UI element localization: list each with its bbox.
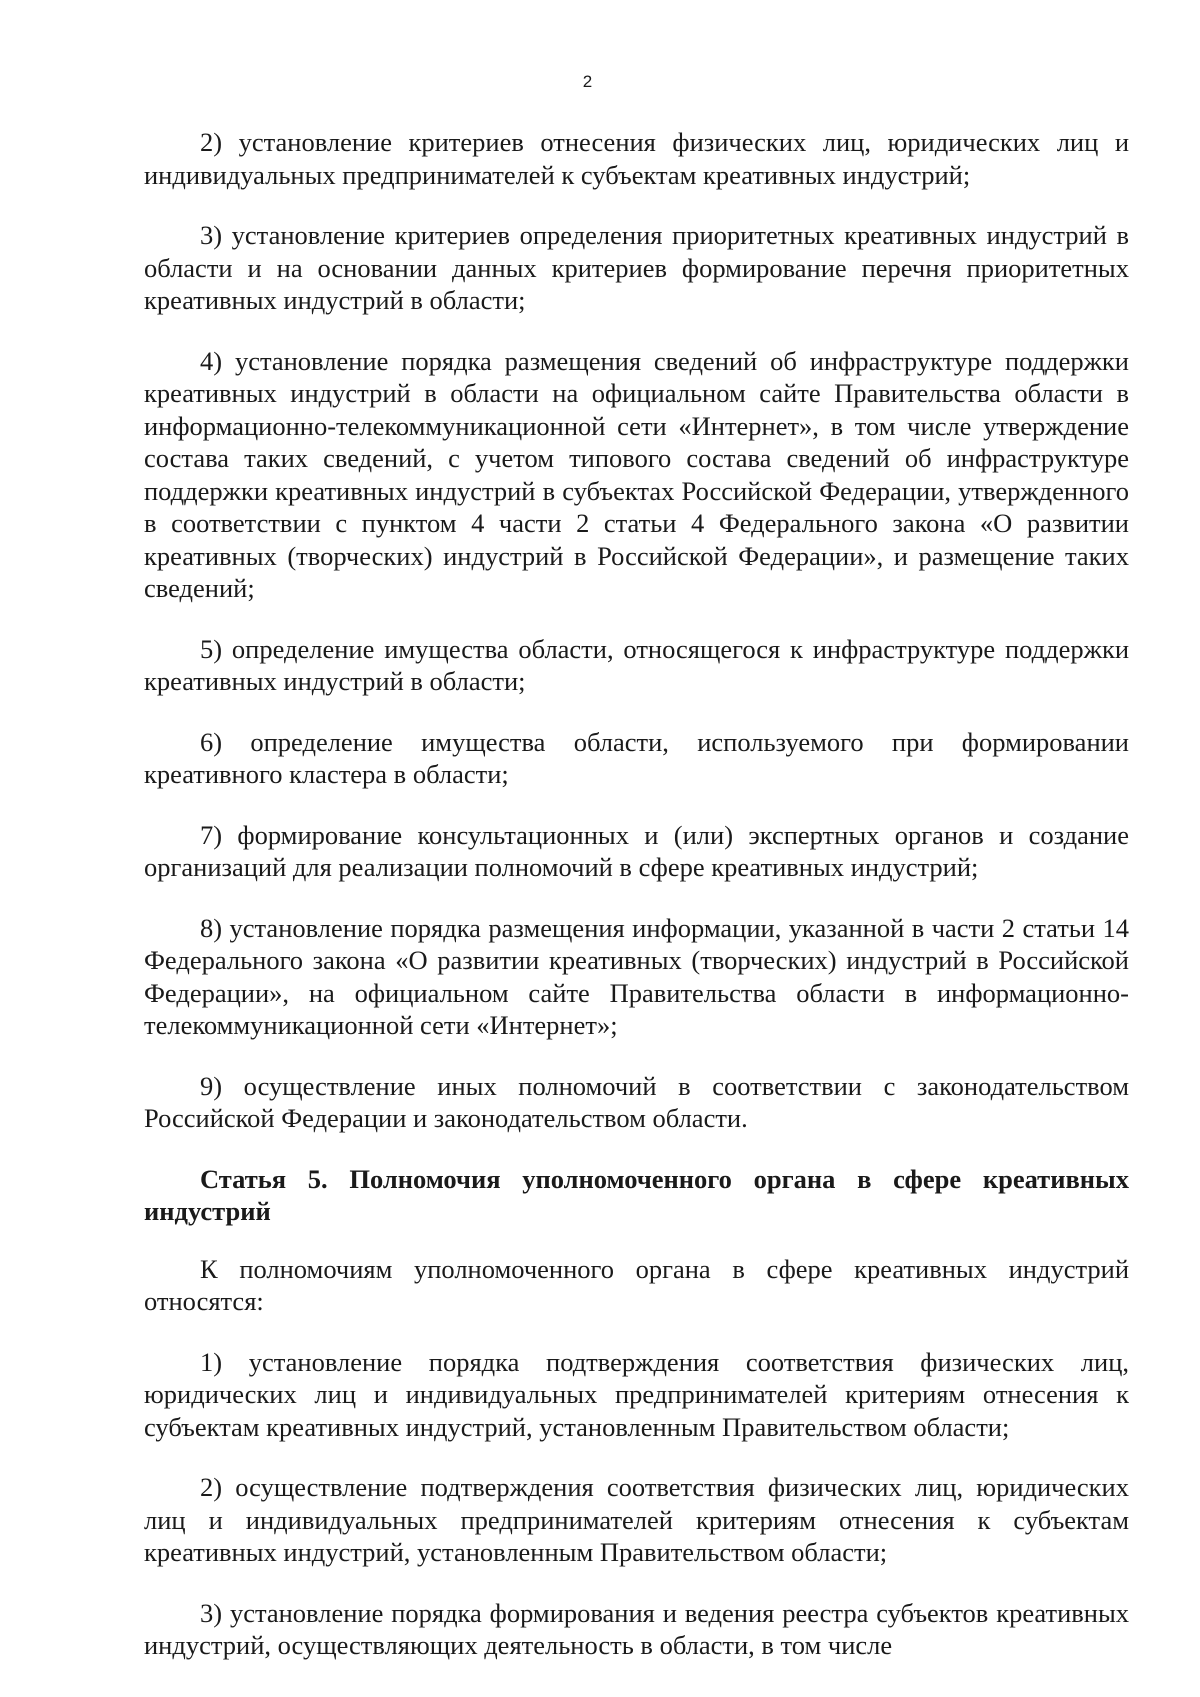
paragraph-item-7: 7) формирование консультационных и (или) экспертных органов и создание организаций для реализации полномочий в сфере креативных индустрий; — [144, 819, 1129, 882]
paragraph-item-2: 2) установление критериев отнесения физических лиц, юридических лиц и индивидуальных предпринимателей к субъектам креативных индустрий; — [144, 127, 1129, 190]
paragraph-item-8: 8) установление порядка размещения информации, указанной в части 2 статьи 14 Федерального закона «О развитии креативных (творческих) индустрий в Российской Федерации», на официальном сайте Правительства области в информационно-телекоммуникационной сети «Интернет»; — [144, 912, 1129, 1040]
article-intro-paragraph: К полномочиям уполномоченного органа в сфере креативных индустрий относятся: — [144, 1253, 1129, 1316]
article-heading: Статья 5. Полномочия уполномоченного органа в сфере креативных индустрий — [144, 1163, 1129, 1226]
paragraph-item-3: 3) установление критериев определения приоритетных креативных индустрий в области и на основании данных критериев формирование перечня приоритетных креативных индустрий в области; — [144, 220, 1129, 315]
paragraph-item-6: 6) определение имущества области, используемого при формировании креативного кластера в области; — [144, 726, 1129, 789]
document-body — [144, 126, 1129, 1690]
paragraph-item-4: 4) установление порядка размещения сведений об инфраструктуре поддержки креативных индустрий в области на официальном сайте Правительства области в информационно-телекоммуникационной сети «Интернет», в том числе утверждение состава таких сведений, с учетом типового состава сведений об инфраструктуре поддержки креативных индустрий в субъектах Российской Федерации, утвержденного в соответствии с пунктом 4 части 2 статьи 4 Федерального закона «О развитии креативных (творческих) индустрий в Российской Федерации», и размещение таких сведений; — [144, 345, 1129, 603]
article-item-1: 1) установление порядка подтверждения соответствия физических лиц, юридических лиц и индивидуальных предпринимателей критериям отнесения к субъектам креативных индустрий, установленным Правительством области; — [144, 1346, 1129, 1442]
paragraph-item-5: 5) определение имущества области, относящегося к инфраструктуре поддержки креативных индустрий в области; — [144, 633, 1129, 696]
page-number: 2 — [582, 72, 593, 91]
paragraph-item-9: 9) осуществление иных полномочий в соответствии с законодательством Российской Федерации и законодательством области. — [144, 1070, 1129, 1133]
article-item-3: 3) установление порядка формирования и ведения реестра субъектов креативных индустрий, осуществляющих деятельность в области, в том числе — [144, 1597, 1129, 1660]
article-item-2: 2) осуществление подтверждения соответствия физических лиц, юридических лиц и индивидуальных предпринимателей критериям отнесения к субъектам креативных индустрий, установленным Правительством области; — [144, 1472, 1129, 1567]
